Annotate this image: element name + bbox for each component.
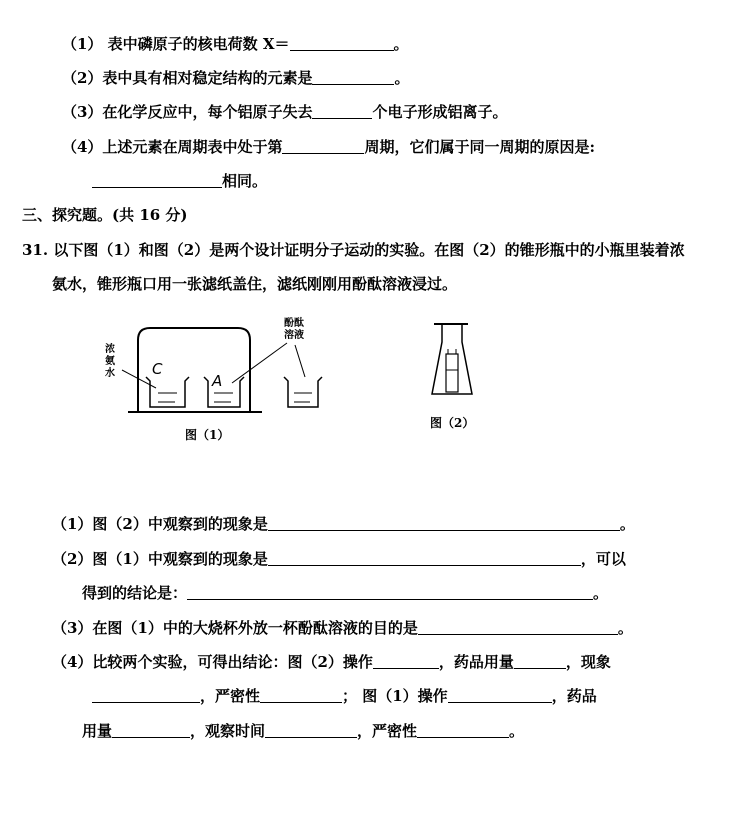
answer-blank[interactable]	[112, 721, 190, 738]
answer-blank[interactable]	[418, 618, 618, 635]
question-31-intro: 31. 以下图（1）和图（2）是两个设计证明分子运动的实验。在图（2）的锥形瓶中的小瓶里装着浓	[22, 241, 685, 259]
answer-blank[interactable]	[312, 68, 394, 85]
question-period: （4）上述元素在周期表中处于第 周期，它们属于同一周期的原因是:	[62, 138, 595, 156]
subquestion-2: （2）图（1）中观察到的现象是 ，可以	[52, 550, 626, 568]
answer-blank[interactable]	[282, 137, 364, 154]
answer-blank[interactable]	[92, 686, 200, 703]
answer-blank[interactable]	[260, 686, 342, 703]
subquestion-3: （3）在图（1）中的大烧杯外放一杯酚酞溶液的目的是 。	[52, 619, 633, 637]
figure-2-flask	[428, 318, 478, 400]
subquestion-4-cont: ，严密性 ； 图（1）操作 ，药品	[92, 686, 597, 706]
figure-2-caption: 图（2）	[430, 416, 475, 430]
subquestion-4: （4）比较两个实验，可得出结论：图（2）操作 ，药品用量 ，现象	[52, 653, 611, 671]
question-aluminum-electrons: （3）在化学反应中，每个铝原子失去 个电子形成铝离子。	[62, 103, 508, 121]
question-phosphorus-charge: （1） 表中磷原子的核电荷数 X＝ 。	[62, 35, 409, 53]
section-heading: 三、探究题。(共 16 分)	[22, 206, 188, 224]
question-stable-structure: （2）表中具有相对稳定结构的元素是 。	[62, 69, 410, 87]
answer-blank[interactable]	[265, 721, 357, 738]
figure-1-caption: 图（1）	[185, 428, 230, 442]
answer-blank[interactable]	[373, 652, 439, 669]
answer-blank[interactable]	[268, 549, 581, 566]
subquestion-4-cont2: 用量 ，观察时间 ，严密性 。	[82, 722, 525, 740]
answer-blank[interactable]	[268, 514, 620, 531]
question-period-reason: 相同。	[92, 171, 267, 191]
answer-blank[interactable]	[92, 171, 222, 188]
question-31-intro-cont: 氨水，锥形瓶口用一张滤纸盖住，滤纸刚刚用酚酞溶液浸过。	[52, 275, 458, 293]
subquestion-1: （1）图（2）中观察到的现象是 。	[52, 515, 635, 533]
label-phenolphthalein: 酚酞溶液	[284, 318, 304, 341]
answer-blank[interactable]	[417, 721, 509, 738]
answer-blank[interactable]	[312, 102, 372, 119]
answer-blank[interactable]	[514, 652, 566, 669]
answer-blank[interactable]	[187, 583, 593, 600]
answer-blank[interactable]	[290, 34, 394, 51]
answer-blank[interactable]	[448, 686, 552, 703]
beaker-a-label: A	[212, 372, 223, 390]
label-concentrated-ammonia: 浓氨水	[105, 344, 115, 379]
beaker-c-label: C	[152, 360, 163, 378]
subquestion-2-conclusion: 得到的结论是： 。	[82, 584, 609, 602]
